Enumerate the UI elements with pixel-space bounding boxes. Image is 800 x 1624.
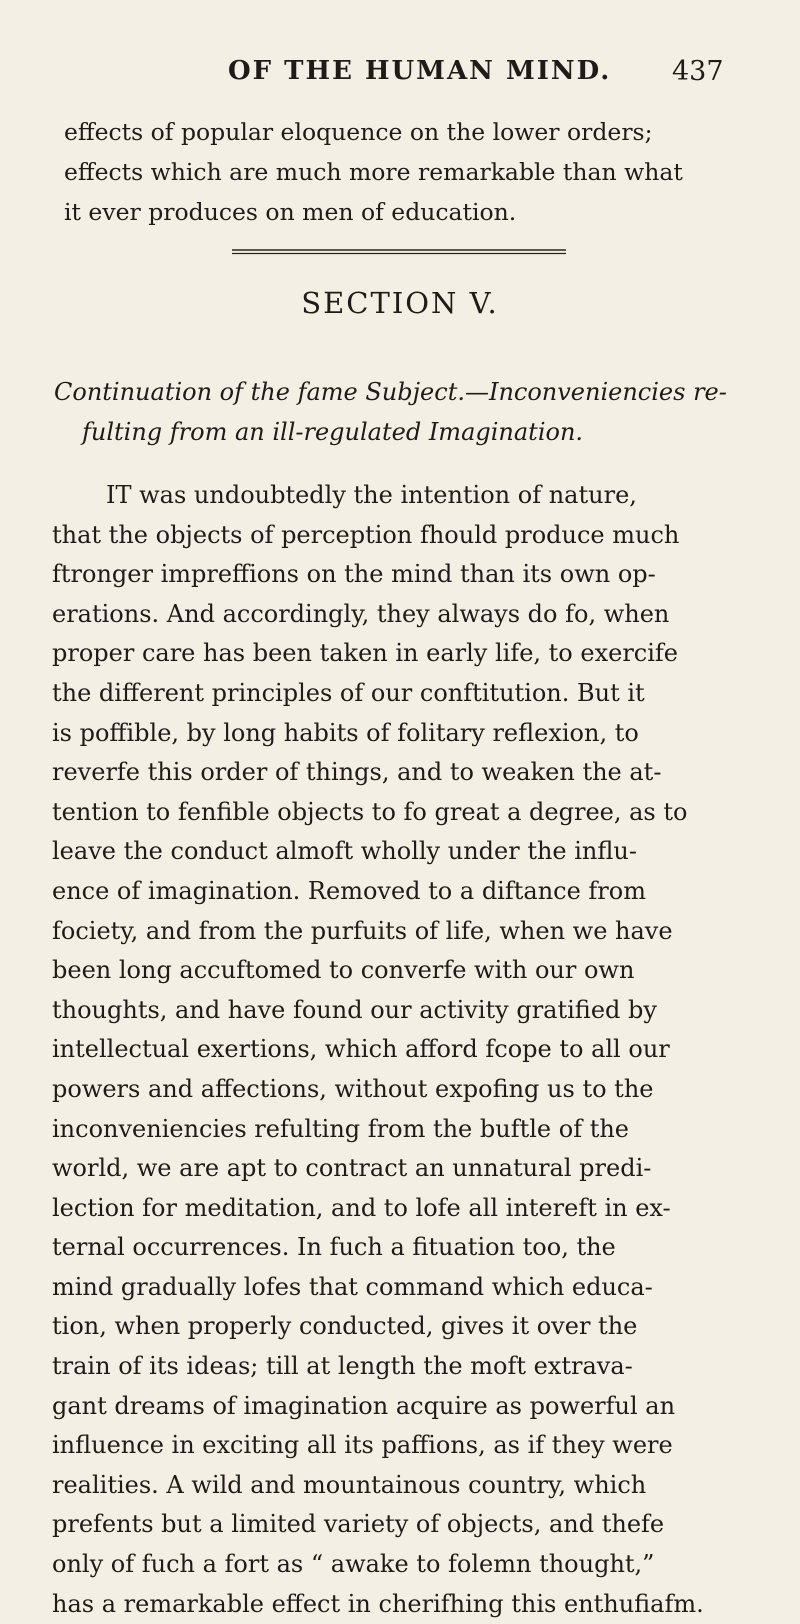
text-line: powers and affections, without expofing us to the bbox=[52, 1074, 654, 1103]
section-subtitle bbox=[54, 372, 754, 452]
text-line: reverfe this order of things, and to weaken the at- bbox=[52, 758, 662, 787]
text-line: the different principles of our conftitution. But it bbox=[52, 678, 645, 707]
text-line: inconveniencies refulting from the buftle of the bbox=[52, 1114, 630, 1143]
page-number: 437 bbox=[672, 56, 724, 87]
running-title: OF THE HUMAN MIND. bbox=[228, 56, 612, 86]
text-line: IT was undoubtedly the intention of nature, bbox=[106, 481, 637, 509]
text-line: realities. A wild and mountainous country, which bbox=[52, 1470, 647, 1499]
text-line: fociety, and from the purfuits of life, when we have bbox=[52, 916, 673, 945]
text-line: that the objects of perception fhould produce much bbox=[52, 520, 680, 549]
text-line: lection for meditation, and to lofe all intereft in ex- bbox=[52, 1193, 671, 1222]
text-line: ternal occurrences. In fuch a fituation too, the bbox=[52, 1233, 616, 1262]
text-line: train of its ideas; till at length the moft extrava- bbox=[52, 1352, 633, 1381]
text-line: world, we are apt to contract an unnatural predi- bbox=[52, 1154, 652, 1183]
text-line: proper care has been taken in early life, to exercife bbox=[52, 639, 679, 668]
text-line: intellectual exertions, which afford fcope to all our bbox=[52, 1035, 670, 1064]
text-line: is poffible, by long habits of folitary reflexion, to bbox=[52, 718, 639, 747]
text-line: gant dreams of imagination acquire as powerful an bbox=[52, 1391, 676, 1420]
text-line: been long accuftomed to converfe with our own bbox=[52, 956, 635, 985]
text-line: it ever produces on men of education. bbox=[64, 198, 517, 226]
text-line: prefents but a limited variety of objects, and thefe bbox=[52, 1510, 665, 1539]
text-line: thoughts, and have found our activity gratified by bbox=[52, 995, 657, 1024]
opening-paragraph bbox=[64, 112, 744, 232]
running-head bbox=[0, 56, 800, 96]
text-line: only of fuch a fort as “ awake to folemn thought,” bbox=[52, 1550, 655, 1579]
subtitle-line: fulting from an ill-regulated Imagination. bbox=[82, 418, 584, 446]
text-line: effects which are much more remarkable than what bbox=[64, 158, 683, 186]
text-line: mind gradually lofes that command which educa- bbox=[52, 1272, 653, 1301]
text-line: ence of imagination. Removed to a diftance from bbox=[52, 876, 646, 905]
text-line: influence in exciting all its paffions, as if they were bbox=[52, 1431, 673, 1460]
text-line: ftronger impreffions on the mind than its own op- bbox=[52, 560, 656, 589]
text-line: tion, when properly conducted, gives it over the bbox=[52, 1312, 638, 1341]
section-rule bbox=[232, 247, 566, 256]
text-line: leave the conduct almoft wholly under the influ- bbox=[52, 837, 637, 866]
text-line: erations. And accordingly, they always do fo, when bbox=[52, 599, 670, 628]
section-heading: SECTION V. bbox=[301, 286, 499, 320]
text-line: effects of popular eloquence on the lower orders; bbox=[64, 118, 653, 146]
body-paragraph bbox=[52, 476, 758, 1624]
text-line: tention to fenfible objects to fo great a degree, as to bbox=[52, 797, 688, 826]
subtitle-line: Continuation of the fame Subject.—Inconveniencies re- bbox=[54, 378, 727, 406]
text-line: has a remarkable effect in cherifhing this enthufiafm. bbox=[52, 1589, 704, 1618]
